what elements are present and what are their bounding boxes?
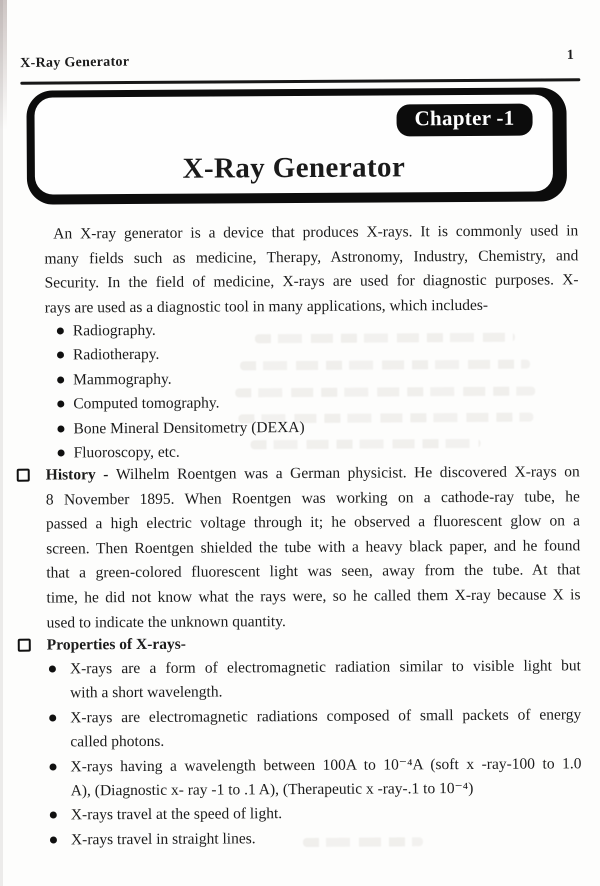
list-item bbox=[45, 316, 579, 344]
paragraph-line: used to indicate the unknown quantity. bbox=[46, 612, 286, 632]
chapter-title-box bbox=[26, 87, 567, 204]
page-body bbox=[44, 219, 582, 849]
running-header-title: X-Ray Generator bbox=[20, 54, 130, 72]
page-number: 1 bbox=[566, 47, 575, 64]
bullet-dot-icon bbox=[49, 763, 56, 770]
list-item bbox=[45, 341, 579, 369]
list-item bbox=[48, 825, 582, 853]
list-item-line: X-rays having a wavelength between 100A to 10⁻⁴A (soft x -ray-100 to 1.0 bbox=[70, 754, 582, 776]
properties-heading-label: Properties of X-rays- bbox=[46, 635, 186, 654]
paragraph-line: History - Wilhelm Roentgen was a German physicist. He discovered X-rays on bbox=[45, 463, 580, 484]
bullet-dot-icon bbox=[57, 352, 64, 359]
bullet-dot-icon bbox=[49, 665, 56, 672]
paragraph-line: Security. In the field of medicine, X-rays are used for diagnostic purposes. X- bbox=[44, 271, 579, 292]
list-item bbox=[45, 365, 579, 393]
square-bullet-icon bbox=[18, 639, 31, 652]
chapter-badge: Chapter -1 bbox=[396, 104, 532, 137]
running-header bbox=[20, 48, 574, 72]
history-section bbox=[46, 460, 581, 635]
list-item-line: A), (Diagnostic x- ray -1 to .1 A), (Therapeutic x -ray-.1 to 10⁻⁴) bbox=[70, 779, 474, 800]
chapter-title-box-inner bbox=[34, 94, 553, 194]
list-item-line: X-rays travel in straight lines. bbox=[70, 830, 256, 849]
bullet-dot-icon bbox=[50, 836, 57, 843]
list-item bbox=[45, 390, 579, 418]
bullet-dot-icon bbox=[58, 449, 65, 456]
properties-list bbox=[47, 654, 582, 853]
paragraph-line: time, he did not know what the rays were, so he called them X-ray because X is bbox=[46, 586, 581, 607]
list-item-line: called photons. bbox=[70, 733, 165, 751]
list-item-line: X-rays travel at the speed of light. bbox=[70, 805, 283, 824]
bullet-dot-icon bbox=[57, 401, 64, 408]
list-item-label: Mammography. bbox=[73, 370, 172, 389]
list-item-label: Bone Mineral Densitometry (DEXA) bbox=[73, 418, 305, 438]
history-heading: History - bbox=[45, 466, 116, 484]
properties-heading bbox=[47, 630, 581, 657]
paragraph-line: 8 November 1895. When Roentgen was working on a cathode-ray tube, he bbox=[45, 487, 580, 509]
list-item-label: Fluoroscopy, etc. bbox=[73, 443, 180, 462]
bullet-dot-icon bbox=[57, 376, 64, 383]
bullet-dot-icon bbox=[57, 327, 64, 334]
list-item-label: Computed tomography. bbox=[73, 394, 220, 413]
list-item bbox=[47, 703, 581, 755]
square-bullet-icon bbox=[17, 469, 30, 482]
list-item-line: X-rays are electromagnetic radiations composed of small packets of energy bbox=[70, 706, 582, 727]
paragraph-line: screen. Then Roentgen shielded the tube with a heavy black paper, and he found bbox=[46, 537, 581, 558]
intro-paragraph bbox=[44, 219, 579, 320]
header-rule bbox=[20, 78, 580, 84]
applications-list bbox=[45, 316, 580, 466]
list-item-line: X-rays are a form of electromagnetic radiation similar to visible light but bbox=[69, 657, 581, 678]
list-item bbox=[48, 801, 582, 829]
list-item-label: Radiography. bbox=[72, 321, 156, 340]
paragraph-line: many fields such as medicine, Therapy, Astronomy, Industry, Chemistry, and bbox=[44, 246, 579, 268]
paragraph-line: An X-ray generator is a device that produces X-rays. It is commonly used in bbox=[53, 222, 579, 243]
bullet-dot-icon bbox=[50, 812, 57, 819]
list-item-label: Radiotherapy. bbox=[72, 346, 160, 364]
bullet-dot-icon bbox=[57, 425, 64, 432]
paragraph-line: rays are used as a diagnostic tool in many applications, which includes- bbox=[44, 296, 489, 317]
paragraph-line: that a green-colored fluorescent light was seen, away from the tube. At that bbox=[46, 561, 581, 582]
list-item bbox=[47, 654, 581, 706]
list-item bbox=[45, 414, 579, 442]
list-item-line: with a short wavelength. bbox=[70, 683, 223, 702]
paragraph-line: passed a high electric voltage through it; he observed a fluorescent glow on a bbox=[45, 512, 581, 533]
chapter-title: X-Ray Generator bbox=[182, 151, 406, 185]
list-item bbox=[47, 752, 581, 804]
bullet-dot-icon bbox=[49, 714, 56, 721]
